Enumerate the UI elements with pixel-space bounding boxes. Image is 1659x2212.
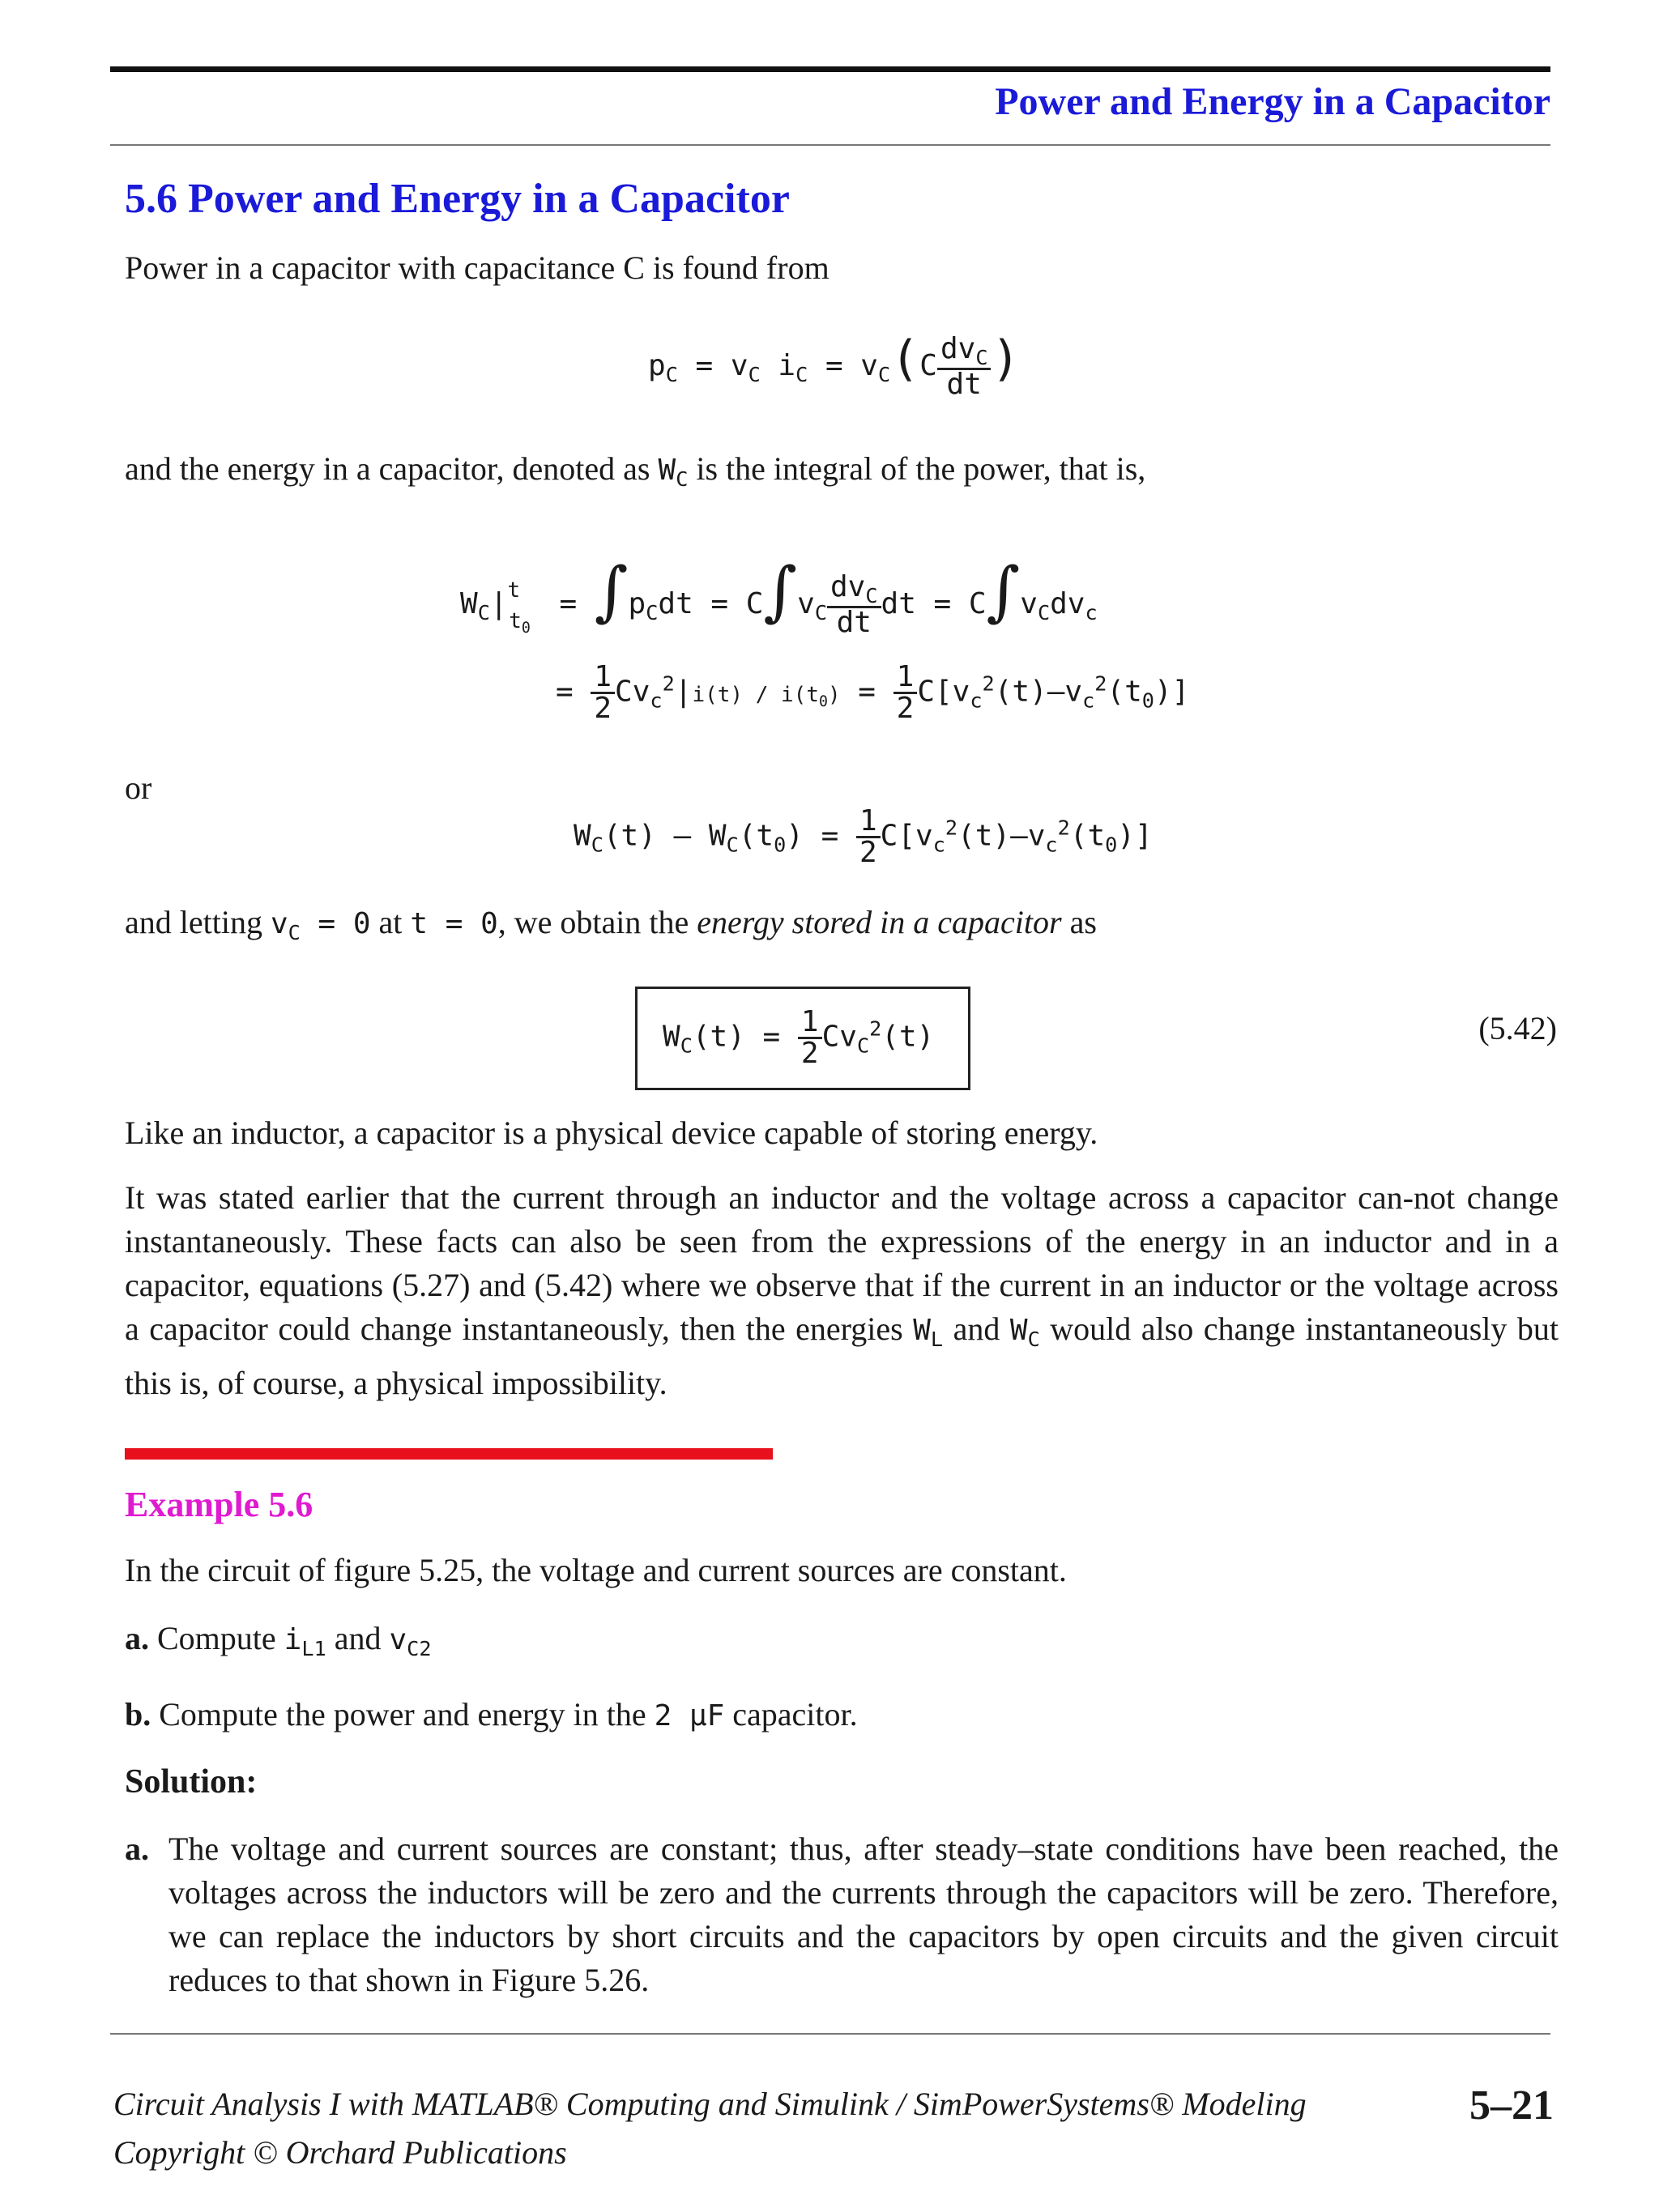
paragraph-energy-intro: and the energy in a capacitor, denoted as $W_C$ is the integral of the power, that is, bbox=[125, 450, 1146, 492]
footer-copyright: Copyright © Orchard Publications bbox=[113, 2134, 567, 2171]
paragraph-like-inductor: Like an inductor, a capacitor is a physical device capable of storing energy. bbox=[125, 1115, 1098, 1151]
example-intro: In the circuit of figure 5.25, the voltage and current sources are constant. bbox=[125, 1552, 1067, 1588]
example-part-b: b. Compute the power and energy in the 2 μF capacitor. bbox=[125, 1696, 858, 1733]
example-part-a: a. Compute $i_{L1}$ and $v_{C2}$ bbox=[125, 1620, 432, 1661]
equation-energy-difference: $W_C(t) - W_C(t_0)$ = $\frac{1}{2}$ $C[v_c^2(t)-v_c^2(t_0)]$ bbox=[574, 804, 1153, 869]
running-header: Power and Energy in a Capacitor bbox=[995, 80, 1550, 123]
solution-part-a: a. The voltage and current sources are constant; thus, after steady–state conditions have been reached, the voltages across the inductors will be zero and the currents through the capacitors will be zero. Therefore, we can replace the inductors by short circuits and the capacitors by open circuits and the given circuit reduces to that shown in Figure 5.26. bbox=[125, 1831, 1559, 1998]
equation-power: $p_C = v_C$ $i_C = v_C(C$ $\frac{dv_C}{dt}$ ) bbox=[648, 330, 1021, 402]
footer-rule bbox=[110, 2033, 1550, 2035]
solution-heading: Solution: bbox=[125, 1763, 258, 1801]
equation-energy-integral: $W_C|^t_{t_0} = \int p_Cdt = C\int v_C$ $\frac{dv_C}{dt}$ dt = $C\int v_Cdv_c$ bbox=[460, 553, 1098, 640]
text-or: or bbox=[125, 769, 152, 806]
example-divider bbox=[125, 1448, 773, 1460]
example-title: Example 5.6 bbox=[125, 1485, 313, 1524]
top-rule bbox=[110, 66, 1550, 72]
equation-energy-stored: $W_C(t)$ = $\frac{1}{2}$ $Cv_C^2(t)$ bbox=[663, 1005, 935, 1070]
paragraph-power-intro: Power in a capacitor with capacitance C is found from bbox=[125, 249, 830, 286]
equation-energy-result: = $\frac{1}{2}$ $Cv_c^2|i(t) / i(t_0)$ = $\frac{1}{2}$ $C[v_c^2(t)-v_c^2(t_0)]$ bbox=[556, 660, 1190, 725]
paragraph-instantaneous: It was stated earlier that the current through an inductor and the voltage across a capacitor can-not change instantaneously. These facts can also be seen from the expressions of the energy in an inductor and in a capacitor, equations (5.27) and (5.42) where we observe that if the current in an inductor or the voltage across a capacitor could change instantaneously, then the energies $W_L$ and $W_C$ would also change instantaneously but this is, of course, a physical impossibility. bbox=[125, 1179, 1559, 1402]
equation-number: (5.42) bbox=[1478, 1010, 1557, 1046]
paragraph-letting: and letting $v_C = 0$ at t = 0, we obtain the energy stored in a capacitor as bbox=[125, 904, 1097, 945]
page-number: 5–21 bbox=[1469, 2082, 1554, 2129]
header-rule bbox=[110, 144, 1550, 146]
section-title: 5.6 Power and Energy in a Capacitor bbox=[125, 176, 790, 222]
footer-book-title: Circuit Analysis I with MATLAB® Computing and Simulink / SimPowerSystems® Modeling bbox=[113, 2086, 1307, 2122]
